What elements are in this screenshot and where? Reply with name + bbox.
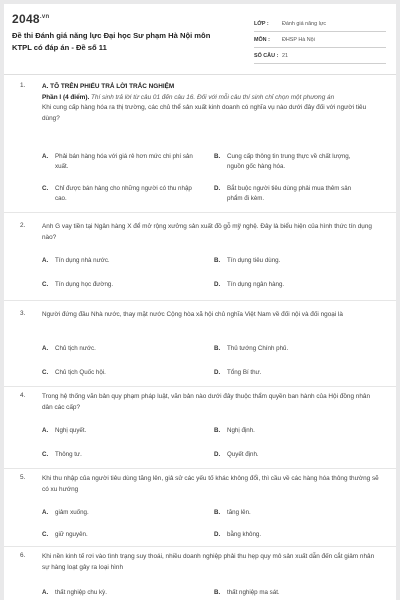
option-text: Chủ tịch nước.: [55, 345, 96, 352]
option-letter: C.: [42, 369, 49, 376]
question-number: 2.: [20, 222, 26, 229]
option-letter: B.: [214, 589, 221, 596]
header-divider: [4, 74, 396, 75]
question-text: Người đứng đầu Nhà nước, thay mặt nước Cộng hòa xã hội chủ nghĩa Việt Nam về đối nội và đối ngoại là: [42, 311, 343, 318]
option-letter: B.: [214, 427, 221, 434]
question-text: Anh G vay tiền tại Ngân hàng X để mở rộng xưởng sản xuất đồ gỗ mỹ nghệ. Đây là biểu hiện của hình thức tín dụng nào?: [42, 223, 372, 241]
option-text: Chủ tịch Quốc hội.: [55, 369, 106, 376]
option-text: Tín dụng nhà nước.: [55, 257, 110, 264]
meta-row-count: [254, 48, 386, 64]
option-text: Tín dụng học đường.: [55, 281, 114, 288]
option-letter: A.: [42, 427, 49, 434]
option-text: Quyết định.: [227, 451, 259, 458]
site-logo[interactable]: [12, 12, 49, 26]
meta-value: 21: [282, 52, 288, 59]
option-text: Phải bán hàng hóa với giá rẻ hơn mức chi phí sản xuất.: [55, 153, 193, 170]
option-text: Thủ tướng Chính phủ.: [227, 345, 289, 352]
question-number: 5.: [20, 474, 26, 481]
question-number: 4.: [20, 392, 26, 399]
option-letter: C.: [42, 531, 49, 538]
option-letter: B.: [214, 153, 221, 160]
page-title: Đề thi Đánh giá năng lực Đại học Sư phạm Hà Nội môn KTPL có đáp án - Đề số 11: [12, 31, 211, 52]
question-divider: [4, 546, 396, 547]
option-letter: D.: [214, 281, 221, 288]
option-letter: D.: [214, 531, 221, 538]
option-text: Nghị định.: [227, 427, 255, 434]
question-text: Khi thu nhập của người tiêu dùng tăng lên, giả sử các yếu tố khác không đổi, thì cầu về các hàng hóa thông thường sẽ có xu hướng: [42, 475, 379, 493]
question-number: 6.: [20, 552, 26, 559]
meta-key: LỚP :: [254, 20, 269, 27]
option-text: giữ nguyên.: [55, 531, 88, 538]
option-text: Bắt buộc người tiêu dùng phải mua thêm sản phẩm đi kèm.: [227, 185, 352, 202]
meta-key: SỐ CÂU :: [254, 52, 279, 59]
question-divider: [4, 468, 396, 469]
option-text: Tín dụng tiêu dùng.: [227, 257, 281, 264]
question-divider: [4, 300, 396, 301]
question-divider: [4, 386, 396, 387]
option-letter: A.: [42, 153, 49, 160]
meta-row-subject: [254, 32, 386, 48]
logo-suffix: .vn: [39, 14, 50, 20]
meta-row-class: [254, 16, 386, 32]
meta-value: ĐHSP Hà Nội: [282, 36, 315, 43]
option-letter: A.: [42, 509, 49, 516]
option-letter: A.: [42, 257, 49, 264]
question-number: 1.: [20, 82, 26, 89]
option-letter: B.: [214, 345, 221, 352]
option-text: Chỉ được bán hàng cho những người có thu nhập cao.: [55, 185, 192, 202]
option-text: tăng lên.: [227, 509, 251, 516]
part-note: Thí sinh trả lời từ câu 01 đến câu 16. Đối với mỗi câu thí sinh chỉ chọn một phương án: [89, 93, 335, 101]
option-letter: C.: [42, 185, 49, 192]
meta-value: Đánh giá năng lực: [282, 20, 327, 27]
option-text: thất nghiệp ma sát.: [227, 589, 280, 596]
option-letter: D.: [214, 185, 221, 192]
question-text: Khi nền kinh tế rơi vào tình trạng suy thoái, nhiều doanh nghiệp phải thu hẹp quy mô sản xuất dẫn đến cắt giảm nhân sự hàng loạt gây ra loại hình: [42, 553, 375, 571]
option-letter: A.: [42, 345, 49, 352]
exam-meta-table: [254, 16, 386, 64]
option-text: Tổng Bí thư.: [227, 369, 262, 376]
logo-text: 2048: [12, 12, 40, 26]
part-label: Phần I (4 điểm).: [42, 93, 90, 101]
option-letter: D.: [214, 369, 221, 376]
meta-key: MÔN :: [254, 36, 270, 43]
document-page: [4, 4, 396, 600]
question-divider: [4, 212, 396, 213]
document-header: [4, 4, 396, 68]
option-letter: A.: [42, 589, 49, 596]
option-text: bằng không.: [227, 531, 262, 538]
option-text: Cung cấp thông tin trung thực về chất lượng, nguồn gốc hàng hóa.: [227, 153, 351, 170]
part-instructions: [42, 93, 382, 104]
section-title: A. TÔ TRÊN PHIẾU TRẢ LỜI TRẮC NGHIỆM: [42, 83, 175, 90]
option-letter: D.: [214, 451, 221, 458]
option-text: Nghị quyết.: [55, 427, 87, 434]
option-text: thất nghiệp chu kỳ.: [55, 589, 107, 596]
question-text: Khi cung cấp hàng hóa ra thị trường, các chủ thể sản xuất kinh doanh có nghĩa vụ nào dưới đây đối với người tiêu dùng?: [42, 104, 367, 122]
option-letter: C.: [42, 281, 49, 288]
option-text: Tín dụng ngân hàng.: [227, 281, 285, 288]
option-text: Thông tư.: [55, 451, 82, 458]
option-letter: C.: [42, 451, 49, 458]
question-text: Trong hệ thống văn bản quy phạm pháp luật, văn bản nào dưới đây thuộc thẩm quyền ban hành của Hội đồng nhân dân các cấp?: [42, 393, 371, 411]
question-number: 3.: [20, 310, 26, 317]
option-letter: B.: [214, 509, 221, 516]
option-letter: B.: [214, 257, 221, 264]
option-text: giảm xuống.: [55, 509, 89, 516]
question-body: [42, 82, 382, 124]
